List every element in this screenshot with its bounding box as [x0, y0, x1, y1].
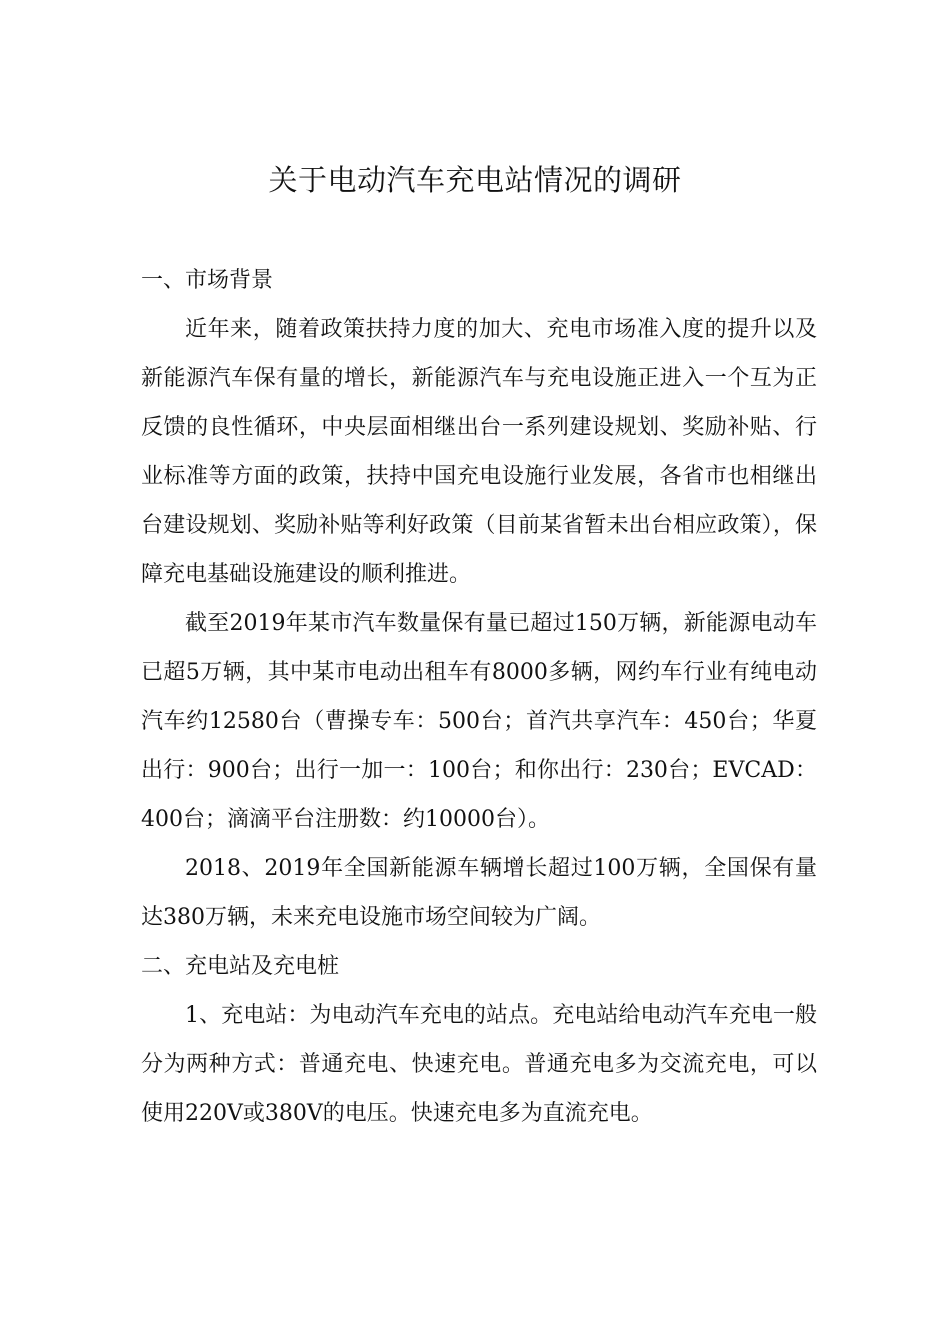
paragraph-vehicle-statistics: 截至2019年某市汽车数量保有量已超过150万辆，新能源电动车已超5万辆，其中某市电动出租车有8000多辆，网约车行业有纯电动汽车约12580台（曹操专车：500台；首汽共享汽车：450台；华夏出行：900台；出行一加一：100台；和你出行：230台；EVCAD：400台；滴滴平台注册数：约10000台）。 [141, 611, 817, 832]
document-title: 关于电动汽车充电站情况的调研 [268, 163, 682, 197]
paragraph-policy-background: 近年来，随着政策扶持力度的加大、充电市场准入度的提升以及新能源汽车保有量的增长，新能源汽车与充电设施正进入一个互为正反馈的良性循环，中央层面相继出台一系列建设规划、奖励补贴、行业标准等方面的政策，扶持中国充电设施行业发展，各省市也相继出台建设规划、奖励补贴等利好政策（目前某省暂未出台相应政策），保障充电基础设施建设的顺利推进。 [141, 317, 817, 587]
paragraph-charging-station-definition: 1、充电站：为电动汽车充电的站点。充电站给电动汽车充电一般分为两种方式：普通充电、快速充电。普通充电多为交流充电，可以使用220V或380V的电压。快速充电多为直流充电。 [141, 1003, 817, 1126]
document-body [141, 256, 817, 1138]
section-heading-market-background: 一、市场背景 [141, 268, 274, 293]
section-heading-charging-stations: 二、充电站及充电桩 [141, 954, 340, 979]
paragraph-national-growth: 2018、2019年全国新能源车辆增长超过100万辆，全国保有量达380万辆，未来充电设施市场空间较为广阔。 [141, 856, 817, 930]
